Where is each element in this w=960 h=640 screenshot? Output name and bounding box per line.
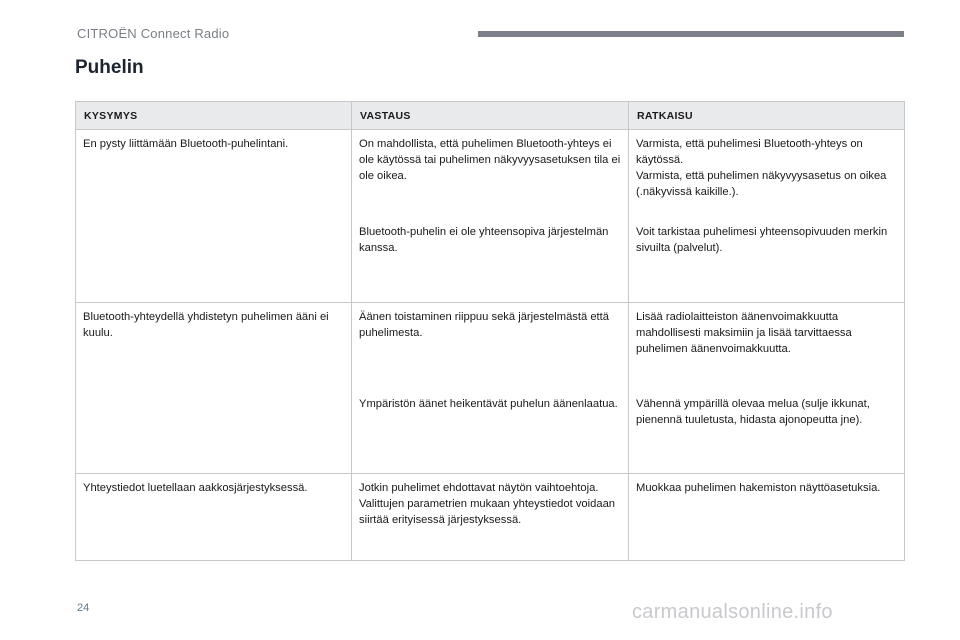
- page-number: 24: [77, 602, 90, 614]
- faq-table: [75, 101, 905, 561]
- column-header-solution: RATKAISU: [629, 102, 905, 130]
- solution-cell: Vähennä ympärillä olevaa melua (sulje ikkunat, pienennä tuuletusta, hidasta ajonopeutta jne).: [629, 390, 905, 474]
- question-cell: En pysty liittämään Bluetooth-puhelintani.: [76, 130, 352, 303]
- page-title: Puhelin: [75, 57, 144, 78]
- answer-cell: Äänen toistaminen riippuu sekä järjestelmästä että puhelimesta.: [352, 303, 629, 390]
- table-row: [76, 474, 905, 561]
- table-row: [76, 303, 905, 390]
- answer-cell: Ympäristön äänet heikentävät puhelun äänenlaatua.: [352, 390, 629, 474]
- table-header-row: [76, 102, 905, 130]
- column-header-question: KYSYMYS: [76, 102, 352, 130]
- table-row: [76, 130, 905, 218]
- faq-table-body: [76, 130, 905, 561]
- column-header-answer: VASTAUS: [352, 102, 629, 130]
- solution-cell: Voit tarkistaa puhelimesi yhteensopivuuden merkin sivuilta (palvelut).: [629, 218, 905, 303]
- answer-cell: Bluetooth-puhelin ei ole yhteensopiva järjestelmän kanssa.: [352, 218, 629, 303]
- watermark: carmanualsonline.info: [632, 601, 833, 623]
- solution-cell: Varmista, että puhelimesi Bluetooth-yhteys on käytössä. Varmista, että puhelimen näkyvyysasetus on oikea (.näkyvissä kaikille.).: [629, 130, 905, 218]
- header-title: CITROËN Connect Radio: [77, 26, 230, 41]
- question-cell: Bluetooth-yhteydellä yhdistetyn puhelimen ääni ei kuulu.: [76, 303, 352, 474]
- header-divider-bar: [478, 31, 904, 37]
- question-cell: Yhteystiedot luetellaan aakkosjärjestyksessä.: [76, 474, 352, 561]
- solution-cell: Muokkaa puhelimen hakemiston näyttöasetuksia.: [629, 474, 905, 561]
- solution-cell: Lisää radiolaitteiston äänenvoimakkuutta mahdollisesti maksimiin ja lisää tarvittaessa puhelimen äänenvoimakkuutta.: [629, 303, 905, 390]
- answer-cell: On mahdollista, että puhelimen Bluetooth-yhteys ei ole käytössä tai puhelimen näkyvyysasetuksen tila ei ole oikea.: [352, 130, 629, 218]
- answer-cell: Jotkin puhelimet ehdottavat näytön vaihtoehtoja. Valittujen parametrien mukaan yhteystiedot voidaan siirtää erityisessä järjestyksessä.: [352, 474, 629, 561]
